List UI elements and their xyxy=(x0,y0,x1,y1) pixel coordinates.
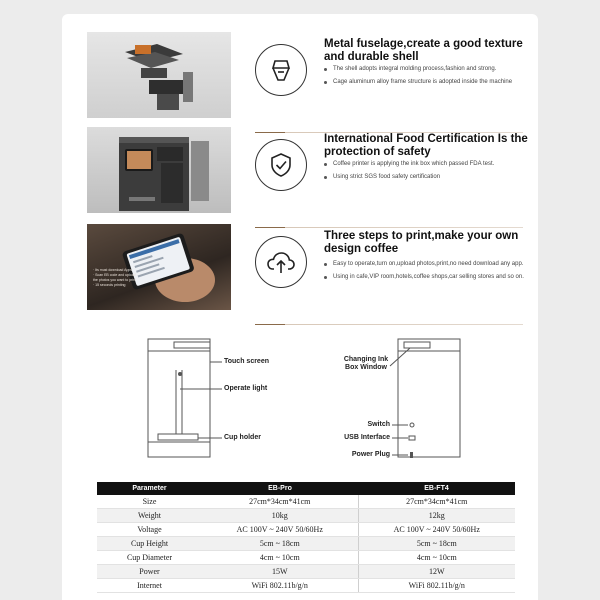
feature-title: Metal fuselage,create a good texture and durable shell xyxy=(324,38,523,63)
shell-icon xyxy=(255,44,307,96)
feature-bullet: Cage aluminum alloy frame structure is adopted inside the machine xyxy=(324,79,529,87)
table-row xyxy=(97,523,515,537)
cloud-upload-icon xyxy=(255,236,307,288)
spec-cell: 12kg xyxy=(358,509,515,523)
callout-ink-box-window: Changing Ink Box Window xyxy=(343,356,389,371)
table-row xyxy=(97,579,515,593)
callout-switch: Switch xyxy=(367,421,390,428)
feature-title: International Food Certification Is the protection of safety xyxy=(324,133,528,158)
photo-caption-line: · Scan EB code and upload the photos you want to print xyxy=(93,273,136,282)
spec-cell: 12W xyxy=(358,565,515,579)
spec-cell: 10kg xyxy=(202,509,358,523)
spec-header-eb-ft4: EB-FT4 xyxy=(358,482,515,495)
table-row xyxy=(97,537,515,551)
spec-cell: 5cm ~ 18cm xyxy=(358,537,515,551)
spec-cell: 5cm ~ 18cm xyxy=(202,537,358,551)
spec-cell: Cup Height xyxy=(97,537,202,551)
spec-cell: Internet xyxy=(97,579,202,593)
feature-bullets xyxy=(324,261,529,286)
spec-cell: Power xyxy=(97,565,202,579)
photo-caption-line: · Its must download Apps xyxy=(93,268,133,272)
spec-cell: Cup Diameter xyxy=(97,551,202,565)
table-row xyxy=(97,495,515,509)
feature-title: Three steps to print,make your own design coffee xyxy=(324,230,519,255)
feature-bullet: Easy to operate,turn on,upload photos,print,no need download any app. xyxy=(324,261,529,269)
spec-cell: 27cm*34cm*41cm xyxy=(358,495,515,509)
spec-cell: 15W xyxy=(202,565,358,579)
feature-bullet: Coffee printer is applying the ink box which passed FDA test. xyxy=(324,161,529,169)
feature-bullets xyxy=(324,66,529,91)
spec-cell: 27cm*34cm*41cm xyxy=(202,495,358,509)
callout-touch-screen: Touch screen xyxy=(224,358,269,365)
feature-three-steps xyxy=(87,224,523,312)
machine-diagrams xyxy=(62,334,538,474)
spec-cell: Size xyxy=(97,495,202,509)
spec-header-parameter: Parameter xyxy=(97,482,202,495)
table-row xyxy=(97,565,515,579)
product-sheet xyxy=(62,14,538,600)
spec-cell: WiFi 802.11b/g/n xyxy=(358,579,515,593)
section-divider xyxy=(255,324,523,325)
callout-power-plug: Power Plug xyxy=(351,451,390,458)
spec-header-row xyxy=(97,482,515,495)
feature-bullet: The shell adopts integral molding process,fashion and strong. xyxy=(324,66,529,74)
feature-metal-fuselage xyxy=(87,32,523,120)
exploded-machine-photo xyxy=(87,32,231,118)
feature-bullet: Using strict SGS food safety certification xyxy=(324,174,529,182)
feature-bullets xyxy=(324,161,529,186)
spec-cell: 4cm ~ 10cm xyxy=(358,551,515,565)
shield-check-icon xyxy=(255,139,307,191)
spec-cell: Voltage xyxy=(97,523,202,537)
callout-usb-interface: USB Interface xyxy=(344,434,390,441)
coffee-printer-photo xyxy=(87,127,231,213)
callout-cup-holder: Cup holder xyxy=(224,434,261,441)
table-row xyxy=(97,509,515,523)
feature-bullet: Using in cafe,VIP room,hotels,coffee shops,car selling stores and so on. xyxy=(324,274,529,282)
spec-cell: WiFi 802.11b/g/n xyxy=(202,579,358,593)
spec-cell: Weight xyxy=(97,509,202,523)
spec-table xyxy=(97,482,515,593)
photo-caption xyxy=(93,268,139,288)
machine-line-drawing xyxy=(62,334,538,474)
spec-cell: AC 100V ~ 240V 50/60Hz xyxy=(202,523,358,537)
table-row xyxy=(97,551,515,565)
spec-cell: 4cm ~ 10cm xyxy=(202,551,358,565)
photo-caption-line: · 15 seconds printing xyxy=(93,283,126,287)
feature-food-certification xyxy=(87,127,528,215)
spec-cell: AC 100V ~ 240V 50/60Hz xyxy=(358,523,515,537)
spec-header-eb-pro: EB-Pro xyxy=(202,482,358,495)
callout-operate-light: Operate light xyxy=(224,385,268,392)
hand-phone-photo xyxy=(87,224,231,310)
